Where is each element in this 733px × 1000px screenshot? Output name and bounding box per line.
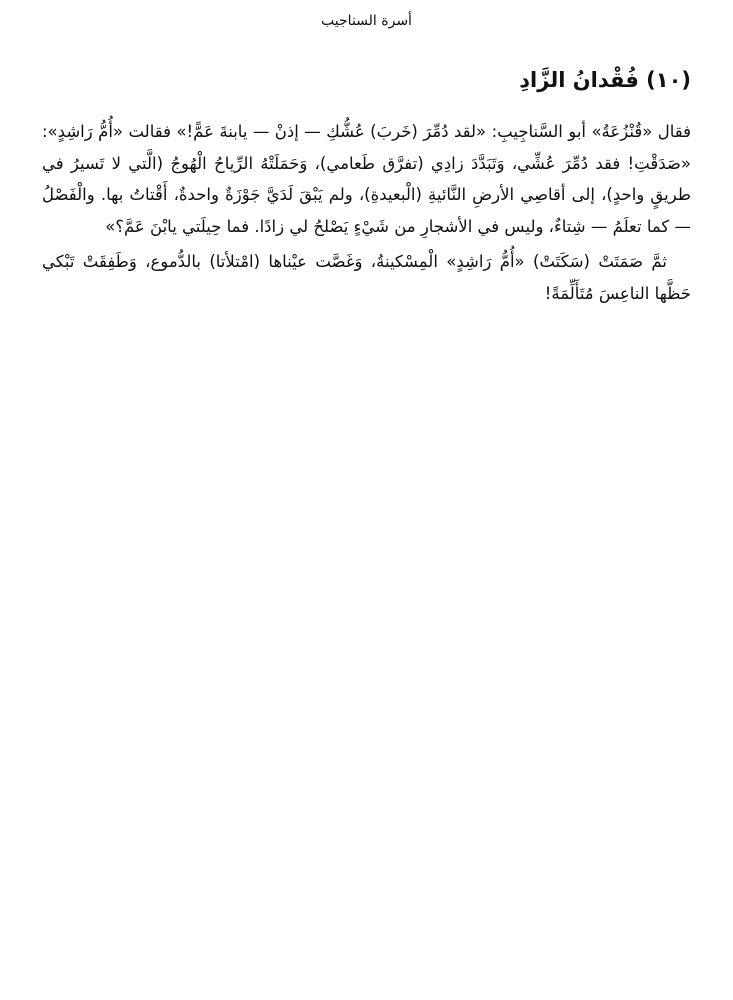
chapter-heading: (١٠) فُقْدانُ الزَّادِ	[519, 68, 691, 92]
running-header: أسرة السناجيب	[321, 13, 412, 29]
paragraph-1: فقال «قُنْزُعَةُ» أبو السَّناجِيبِ: «لقد دُمِّرَ (خَربَ) عُشُّكِ — إذنْ — يابنةَ عَمًّ!» فقالت «أُمُّ رَاشِدٍ»: «صَدَقْتِ! فقد دُمِّرَ عُشِّي، وَتَبَدَّدَ زادِي (تفرَّق طَعامي)، وَحَمَلَتْهُ الرِّياحُ الْهُوجُ (الَّتي لا تَسيرُ في طريقٍ واحدٍ)، إلى أقاصِي الأرضِ النَّائيةِ (الْبعيدةِ)، ولم يَبْقَ لَدَيَّ جَوْزَةٌ واحدةٌ، أَقْتاتُ بها. والْفَصْلُ — كما تعلَمُ — شِتاءٌ، وليس في الأشجارِ من شَيْءٍ يَصْلحُ لي زادًا. فما حِيلَتي يابْنَ عَمَّ؟»	[42, 122, 691, 236]
body-text	[42, 116, 691, 309]
paragraph-2: ثمَّ صَمَتَتْ (سَكَتَتْ) «أُمُّ رَاشِدٍ» الْمِسْكينةُ، وَغَصَّت عيْناها (امْتلأتا) بالدُّموع، وَطَفِقَتْ تَبْكي حَظَّها الناعِسَ مُتَأَلِّمَةً!	[42, 252, 691, 303]
